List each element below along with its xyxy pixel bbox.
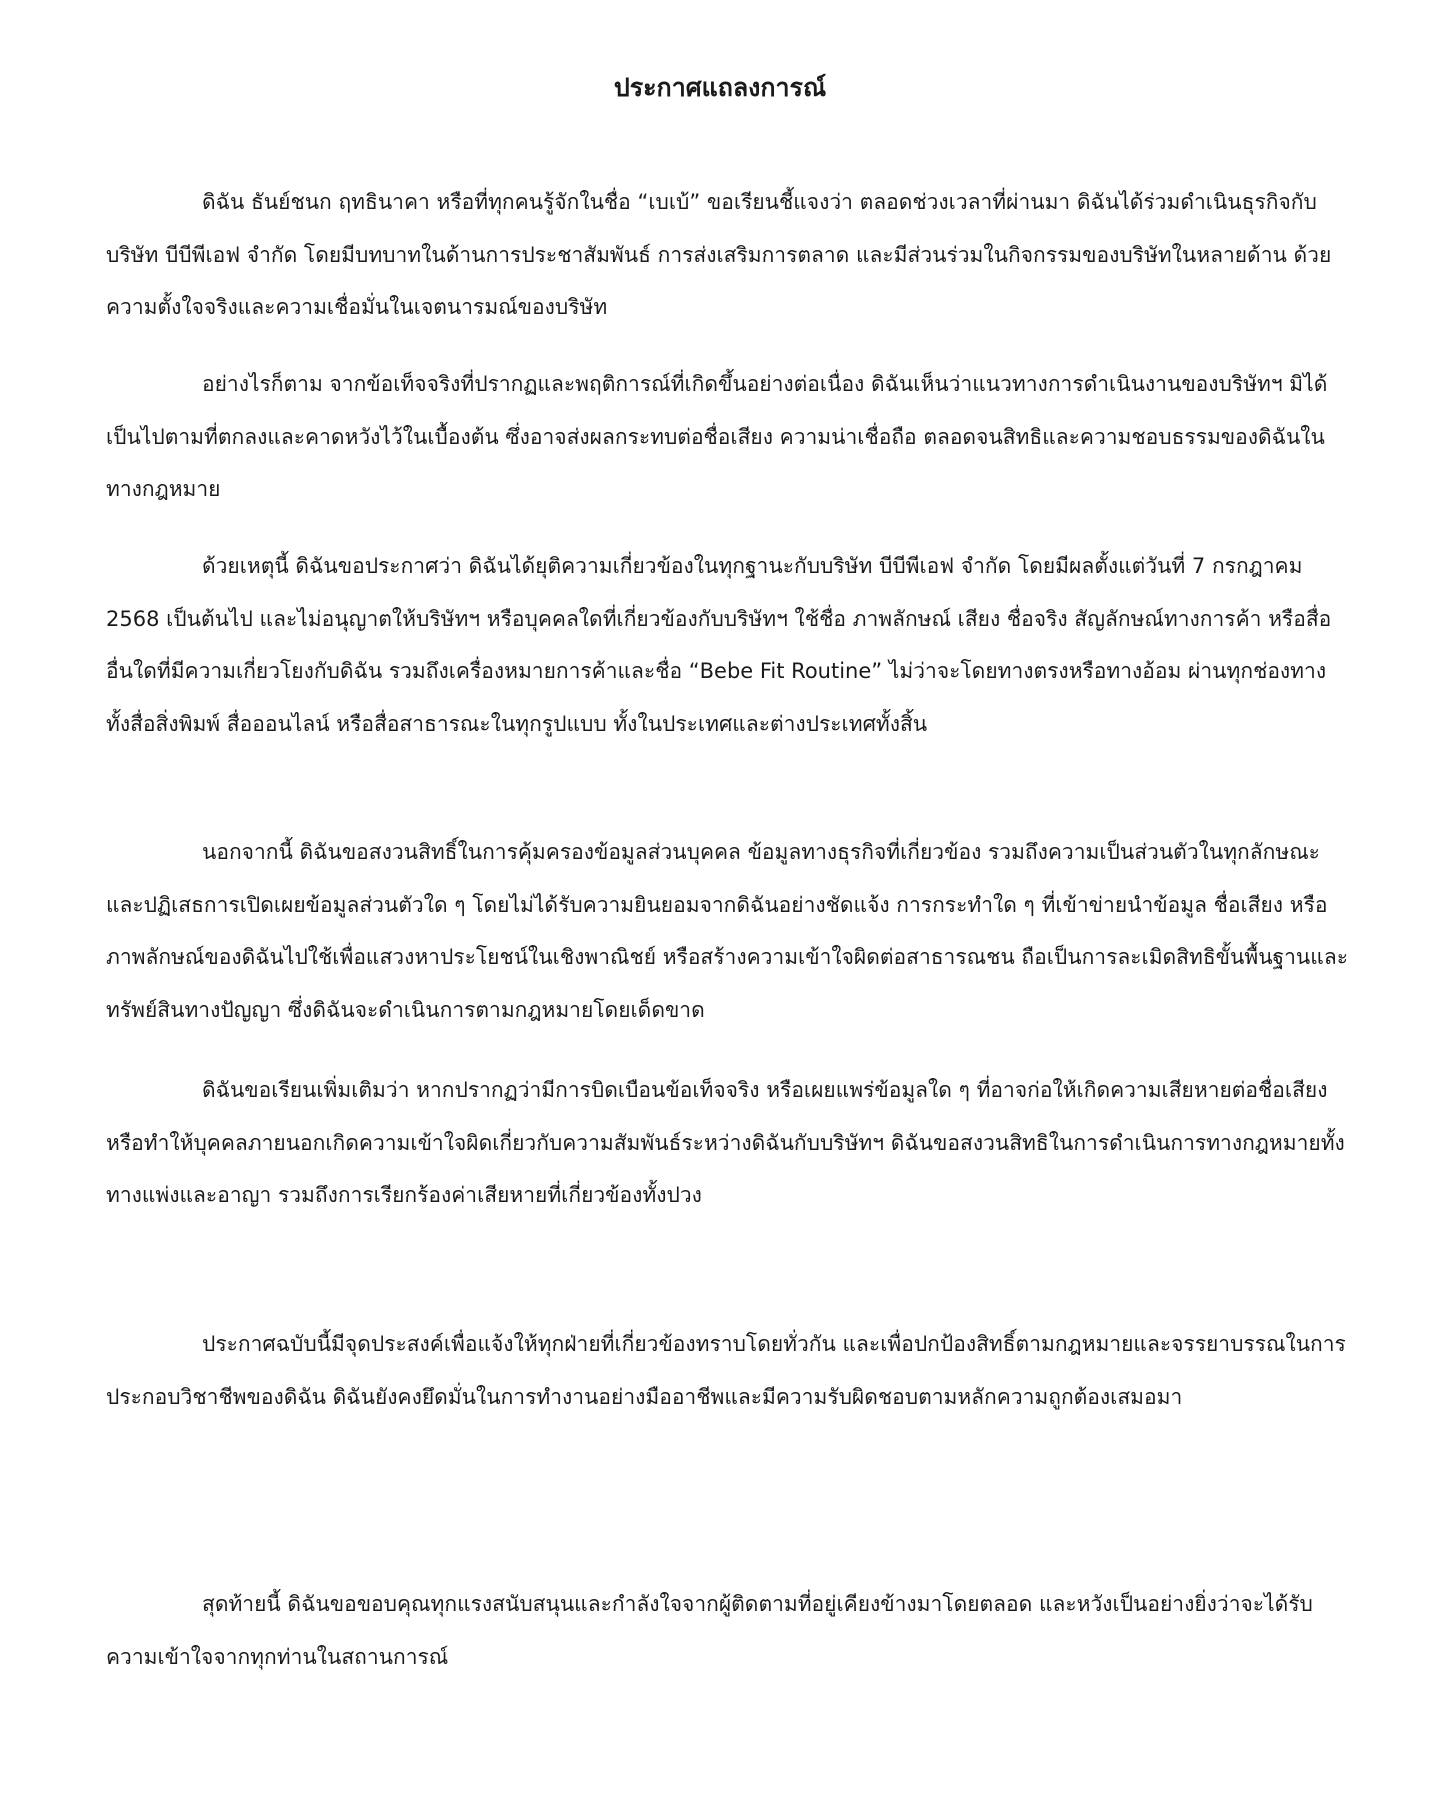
paragraph-legal-action: ดิฉันขอเรียนเพิ่มเติมว่า หากปรากฏว่ามีการบิดเบือนข้อเท็จจริง หรือเผยแพร่ข้อมูลใด ๆ ที่อาจก่อให้เกิดความเสียหายต่อชื่อเสียง หรือทำให้บุคคลภายนอกเกิดความเข้าใจผิดเกี่ยวกับความสัมพันธ์ระหว่างดิฉันกับบริษัทฯ ดิฉันขอสงวนสิทธิในการดำเนินการทางกฎหมายทั้งทางแพ่งและอาญา รวมถึงการเรียกร้องค่าเสียหายที่เกี่ยวข้องทั้งปวง <box>106 1078 1345 1207</box>
paragraph-purpose: ประกาศฉบับนี้มีจุดประสงค์เพื่อแจ้งให้ทุกฝ่ายที่เกี่ยวข้องทราบโดยทั่วกัน และเพื่อปกป้องสิทธิ์ตามกฎหมายและจรรยาบรรณในการประกอบวิชาชีพของดิฉัน ดิฉันยังคงยึดมั่นในการทำงานอย่างมืออาชีพและมีความรับผิดชอบตามหลักความถูกต้องเสมอมา <box>106 1332 1346 1409</box>
paragraph-concerns: อย่างไรก็ตาม จากข้อเท็จจริงที่ปรากฏและพฤติการณ์ที่เกิดขึ้นอย่างต่อเนื่อง ดิฉันเห็นว่าแนวทางการดำเนินงานของบริษัทฯ มิได้เป็นไปตามที่ตกลงและคาดหวังไว้ในเบื้องต้น ซึ่งอาจส่งผลกระทบต่อชื่อเสียง ความน่าเชื่อถือ ตลอดจนสิทธิและความชอบธรรมของดิฉันในทางกฎหมาย <box>106 372 1328 501</box>
paragraph-termination: ด้วยเหตุนี้ ดิฉันขอประกาศว่า ดิฉันได้ยุติความเกี่ยวข้องในทุกฐานะกับบริษัท บีบีพีเอฟ จำกัด โดยมีผลตั้งแต่วันที่ 7 กรกฎาคม 2568 เป็นต้นไป และไม่อนุญาตให้บริษัทฯ หรือบุคคลใดที่เกี่ยวข้องกับบริษัทฯ ใช้ชื่อ ภาพลักษณ์ เสียง ชื่อจริง สัญลักษณ์ทางการค้า หรือสื่ออื่นใดที่มีความเกี่ยวโยงกับดิฉัน รวมถึงเครื่องหมายการค้าและชื่อ “Bebe Fit Routine” ไม่ว่าจะโดยทางตรงหรือทางอ้อม ผ่านทุกช่องทาง ทั้งสื่อสิ่งพิมพ์ สื่อออนไลน์ หรือสื่อสาธารณะในทุกรูปแบบ ทั้งในประเทศและต่างประเทศทั้งสิ้น <box>106 554 1332 736</box>
paragraph-privacy-rights: นอกจากนี้ ดิฉันขอสงวนสิทธิ์ในการคุ้มครองข้อมูลส่วนบุคคล ข้อมูลทางธุรกิจที่เกี่ยวข้อง รวมถึงความเป็นส่วนตัวในทุกลักษณะ และปฏิเสธการเปิดเผยข้อมูลส่วนตัวใด ๆ โดยไม่ได้รับความยินยอมจากดิฉันอย่างชัดแจ้ง การกระทำใด ๆ ที่เข้าข่ายนำข้อมูล ชื่อเสียง หรือภาพลักษณ์ของดิฉันไปใช้เพื่อแสวงหาประโยชน์ในเชิงพาณิชย์ หรือสร้างความเข้าใจผิดต่อสาธารณชน ถือเป็นการละเมิดสิทธิขั้นพื้นฐานและทรัพย์สินทางปัญญา ซึ่งดิฉันจะดำเนินการตามกฎหมายโดยเด็ดขาด <box>106 840 1348 1022</box>
document-title: ประกาศแถลงการณ์ <box>613 73 827 102</box>
paragraph-closing: สุดท้ายนี้ ดิฉันขอขอบคุณทุกแรงสนับสนุนและกำลังใจจากผู้ติดตามที่อยู่เคียงข้างมาโดยตลอด และหวังเป็นอย่างยิ่งว่าจะได้รับความเข้าใจจากทุกท่านในสถานการณ์ <box>106 1592 1313 1669</box>
paragraph-introduction: ดิฉัน ธันย์ชนก ฤทธินาคา หรือที่ทุกคนรู้จักในชื่อ “เบเบ้” ขอเรียนชี้แจงว่า ตลอดช่วงเวลาที่ผ่านมา ดิฉันได้ร่วมดำเนินธุรกิจกับบริษัท บีบีพีเอฟ จำกัด โดยมีบทบาทในด้านการประชาสัมพันธ์ การส่งเสริมการตลาด และมีส่วนร่วมในกิจกรรมของบริษัทในหลายด้าน ด้วยความตั้งใจจริงและความเชื่อมั่นในเจตนารมณ์ของบริษัท <box>106 190 1332 319</box>
